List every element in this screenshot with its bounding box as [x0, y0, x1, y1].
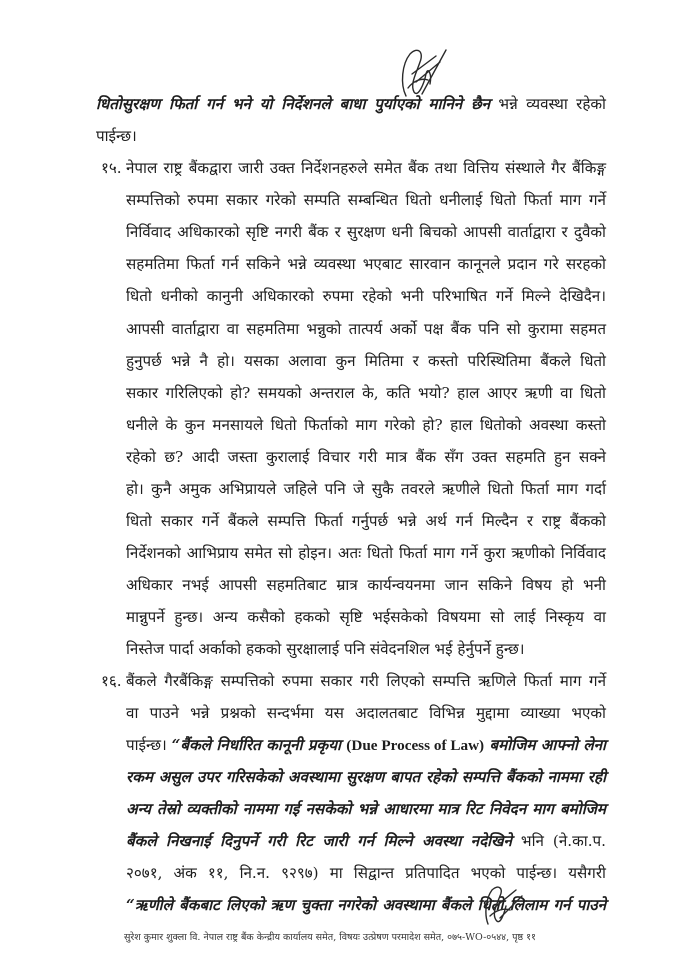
- text-span: सहमतिमा फिर्ता गर्न सकिने भन्ने व्यवस्था भएबाट सारवान कानूनले प्रदान गरे सरहको: [126, 255, 606, 273]
- text-line: [96, 125, 137, 147]
- text-span: वा पाउने भन्ने प्रश्नको सन्दर्भमा यस अदालतबाट विभिन्न मुद्दामा व्याख्या भएको: [126, 704, 606, 722]
- text-line: [126, 189, 606, 211]
- text-line: [126, 766, 606, 788]
- text-span: २०७१, अंक ११, नि.न. ९२९७) मा सिद्वान्त प्रतिपादित भएको पाईन्छ। यसैगरी: [126, 864, 606, 882]
- italic-quote: “ऋणीले बैंकबाट लिएको ऋण चुक्ता नगरेको अवस्थामा बैंकले धितो लिलाम गर्न पाउने: [126, 896, 606, 914]
- text-span: हो। कुनै अमुक अभिप्रायले जहिले पनि जे सुकै तवरले ऋणीले धितो फिर्ता माग गर्दा: [126, 480, 606, 498]
- text-line: [126, 606, 606, 628]
- italic-quote: बमोजिम आफ्नो लेना: [484, 736, 606, 754]
- paragraph-15-number: १५.: [101, 159, 122, 177]
- text-line: [126, 542, 606, 564]
- text-line: [126, 830, 606, 852]
- text-span: निर्विवाद अधिकारको सृष्टि नगरी बैंक र सुरक्षण धनी बिचको आपसी वार्ताद्वारा र दुवैको: [126, 223, 606, 241]
- paragraph-number: [101, 157, 122, 179]
- text-span: धितो धनीको कानुनी अधिकारको रुपमा रहेको भनी परिभाषित गर्ने मिल्ने देखिदैन।: [126, 287, 606, 305]
- text-span: पाईन्छ।: [126, 736, 172, 754]
- text-line: [126, 157, 606, 179]
- paragraph-number: [101, 670, 122, 692]
- page-footer-citation: सुरेश कुमार शुक्ला वि. नेपाल राष्ट्र बैंक केन्द्रीय कार्यालय समेत, विषयः उत्प्रेषण परमादेश समेत, ०७५-WO-०५४४, पृष्ठ ११: [124, 932, 537, 943]
- text-line: [126, 574, 606, 596]
- english-term: (Due Process of Law): [346, 737, 485, 754]
- paragraph-16-number: १६.: [101, 672, 122, 690]
- text-span: धितो सकार गर्ने बैंकले सम्पत्ति फिर्ता गर्नुपर्छ भन्ने अर्थ गर्न मिल्दैन र राष्ट्र बैंकको: [126, 512, 606, 530]
- text-line: [126, 285, 606, 307]
- text-line: [126, 510, 606, 532]
- text-line: [126, 350, 606, 372]
- text-line: [126, 446, 606, 468]
- italic-quote: बैंकले निखनाई दिनुपर्ने गरी रिट जारी गर्न मिल्ने अवस्था नदेखिने: [126, 832, 512, 850]
- text-line: [126, 702, 606, 724]
- text-span: आपसी वार्ताद्वारा वा सहमतिमा भन्नुको तात्पर्य अर्को पक्ष बैंक पनि सो कुरामा सहमत: [126, 320, 606, 338]
- text-line: [126, 670, 606, 692]
- text-line: [126, 414, 606, 436]
- text-line: [126, 638, 606, 660]
- text-span: पाईन्छ।: [96, 127, 137, 145]
- italic-quote: धितोसुरक्षण फिर्ता गर्न भने यो निर्देशनले बाधा पुर्याएको मानिने छैन: [96, 95, 491, 113]
- text-span: नेपाल राष्ट्र बैंकद्वारा जारी उक्त निर्देशनहरुले समेत बैंक तथा वित्तिय संस्थाले गैर बैंकिङ्ग: [126, 159, 606, 177]
- text-span: अधिकार नभई आपसी सहमतिबाट म्रात्र कार्यन्वयनमा जान सकिने विषय हो भनी: [126, 576, 606, 594]
- italic-quote: “बैंकले निर्धारित कानूनी प्रकृया: [171, 736, 347, 754]
- text-line: [126, 221, 606, 243]
- text-span: भनि (ने.का.प.: [511, 832, 606, 850]
- text-span: धनीले के कुन मनसायले धितो फिर्ताको माग गरेको हो? हाल धितोको अवस्था कस्तो: [126, 416, 606, 434]
- italic-quote: रकम असुल उपर गरिसकेको अवस्थामा सुरक्षण बापत रहेको सम्पत्ति बैंकको नाममा रही: [126, 768, 606, 786]
- text-line: [126, 253, 606, 275]
- text-span: निस्तेज पार्दा अर्काको हकको सुरक्षालाई पनि संवेदनशिल भई हेर्नुपर्ने हुन्छ।: [126, 640, 525, 658]
- text-line: [126, 734, 606, 757]
- signature-bottom: [478, 880, 524, 930]
- text-span: रहेको छ? आदी जस्ता कुरालाई विचार गरी मात्र बैंक सँग उक्त सहमति हुन सक्ने: [126, 448, 606, 466]
- text-line: [126, 862, 606, 884]
- text-line: [96, 93, 606, 115]
- text-line: [126, 894, 606, 916]
- text-span: भन्ने व्यवस्था रहेको: [490, 95, 606, 113]
- text-line: [126, 798, 606, 820]
- text-line: [126, 318, 606, 340]
- text-line: [126, 382, 606, 404]
- text-line: [126, 478, 606, 500]
- italic-quote: अन्य तेस्रो व्यक्तीको नाममा गई नसकेको भन्ने आधारमा मात्र रिट निवेदन माग बमोजिम: [126, 800, 606, 818]
- text-span: निर्देशनको आभिप्राय समेत सो होइन। अतः धितो फिर्ता माग गर्ने कुरा ऋणीको निर्विवाद: [126, 544, 606, 562]
- text-span: सकार गरिलिएको हो? समयको अन्तराल के, कति भयो? हाल आएर ऋणी वा धितो: [126, 384, 606, 402]
- text-span: मान्नुपर्ने हुन्छ। अन्य कसैको हकको सृष्टि भईसकेको विषयमा सो लाई निस्कृय वा: [126, 608, 606, 626]
- text-span: सम्पत्तिको रुपमा सकार गरेको सम्पति सम्बन्धित धितो धनीलाई धितो फिर्ता माग गर्ने: [126, 191, 606, 209]
- text-span: बैंकले गैरबैंकिङ्ग सम्पत्तिको रुपमा सकार गरी लिएको सम्पत्ति ऋणिले फिर्ता माग गर्ने: [126, 672, 606, 690]
- text-span: हुनुपर्छ भन्ने नै हो। यसका अलावा कुन मितिमा र कस्तो परिस्थितिमा बैंकले धितो: [126, 352, 606, 370]
